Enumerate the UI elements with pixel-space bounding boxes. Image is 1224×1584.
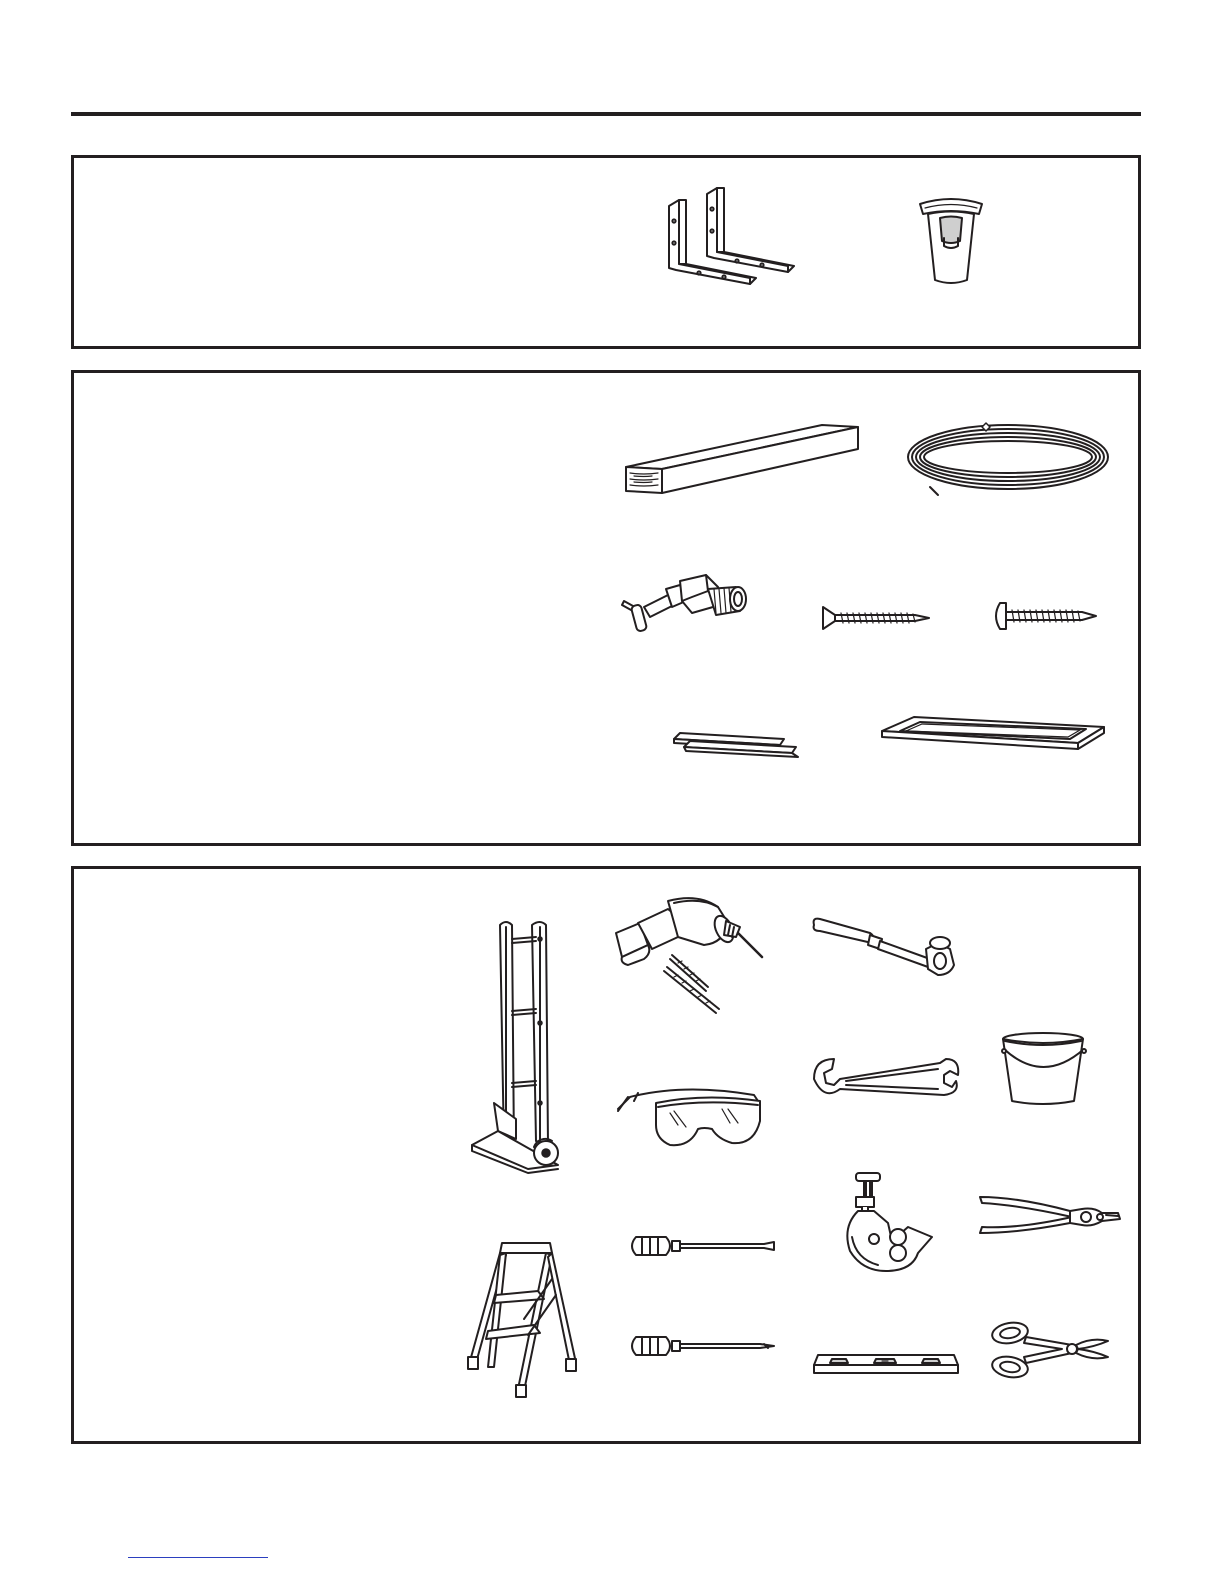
water-filter-cap-icon (916, 196, 986, 288)
flat-screwdriver-icon (628, 1233, 778, 1259)
wood-board-icon (622, 419, 862, 499)
installation-materials-panel (71, 370, 1141, 846)
header-rule (71, 112, 1141, 116)
step-ladder-icon (466, 1239, 586, 1399)
drill-with-bits-icon (608, 893, 768, 1023)
open-end-wrench-icon (810, 1049, 960, 1109)
copper-tubing-coil-icon (900, 417, 1116, 497)
footer-link[interactable] (128, 1557, 268, 1558)
tin-snips-icon (988, 1315, 1114, 1385)
tubing-cutter-icon (834, 1167, 944, 1287)
anti-tip-bracket-icon (664, 186, 794, 291)
pan-head-screw-icon (990, 599, 1100, 633)
pliers-icon (978, 1189, 1124, 1249)
shims-icon (672, 729, 804, 763)
safety-glasses-icon (614, 1081, 764, 1151)
flat-head-screw-icon (819, 603, 931, 633)
nut-driver-icon (810, 913, 960, 983)
drip-pan-icon (878, 709, 1108, 759)
level-icon (810, 1349, 962, 1379)
supplied-parts-panel (71, 155, 1141, 349)
bucket-icon (996, 1027, 1090, 1107)
tools-needed-panel (71, 866, 1141, 1444)
hand-truck-icon (468, 919, 568, 1169)
shutoff-valve-icon (620, 571, 750, 641)
phillips-screwdriver-icon (628, 1333, 778, 1359)
